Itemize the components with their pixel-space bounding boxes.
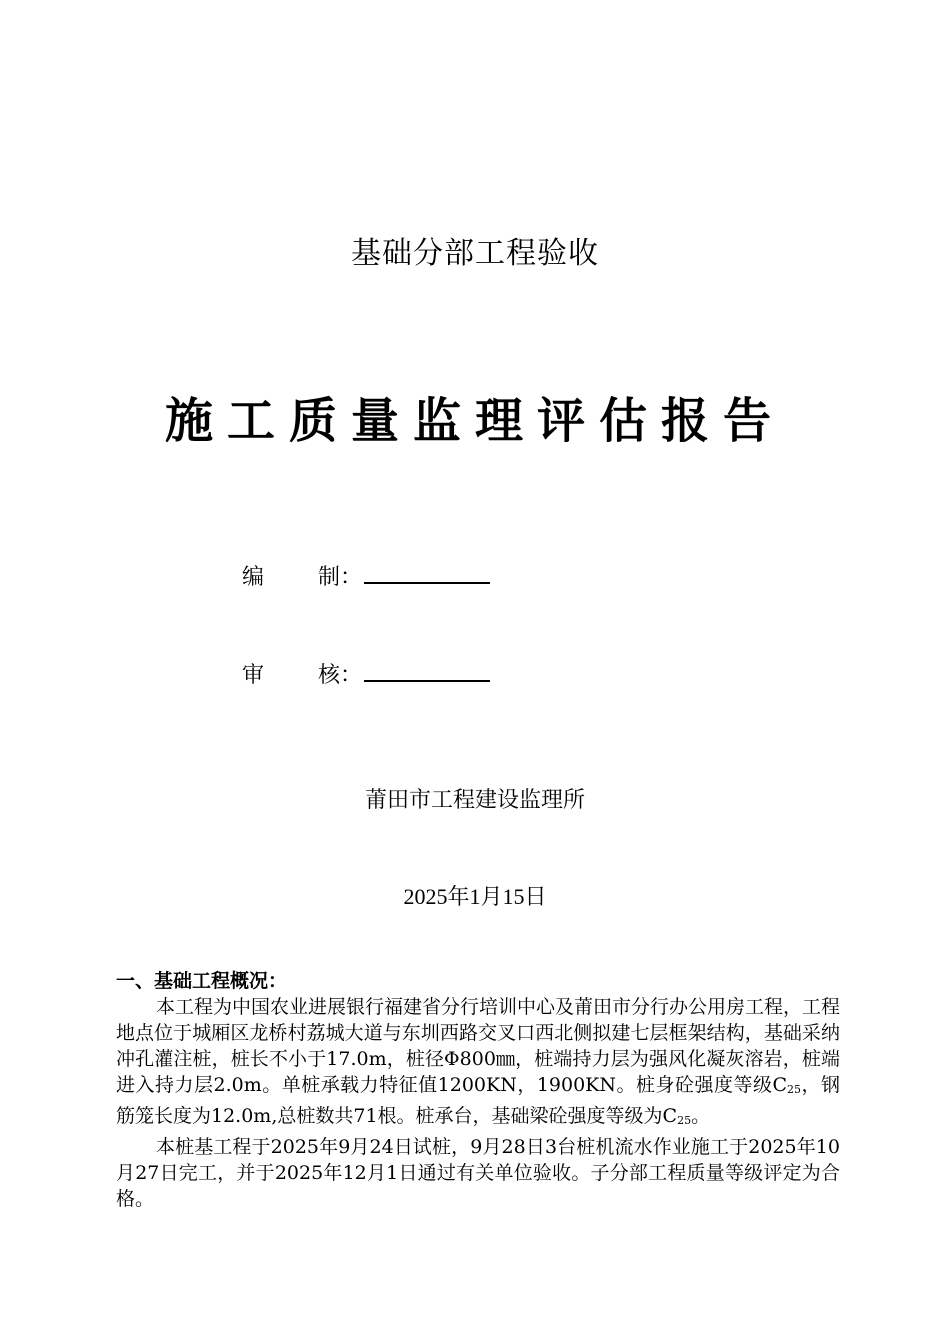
overview-paragraph-1: 本工程为中国农业进展银行福建省分行培训中心及莆田市分行办公用房工程，工程地点位于城厢区龙桥村荔城大道与东圳西路交叉口西北侧拟建七层框架结构，基础采纳冲孔灌注桩，桩长不小于17.0m，桩径Φ800㎜，桩端持力层为强风化凝灰溶岩，桩端进入持力层2.0m。单桩承载力特征值1200KN，1900KN。桩身砼强度等级$C_{25}$，钢筋笼长度为12.0m,总桩数共71根。桩承台，基础梁砼强度等级为$C_{25}$。 [116,996,841,1127]
review-label-1: 审 [242,663,265,688]
compiled-label-2: 制： [318,565,363,590]
overview-paragraph-2: 本桩基工程于2025年9月24日试桩，9月28日3台桩机流水作业施工于2025年10月27日完工，并于2025年12月1日通过有关单位验收。子分部工程质量等级评定为合格。 [116,1136,840,1210]
compiled-signature-line [364,562,490,584]
section-foundation-overview [116,968,840,1212]
report-subtitle: 基础分部工程验收 [351,236,599,271]
review-label-2: 核： [318,663,363,688]
report-title: 施工质量监理评估报告 [164,393,785,449]
reviewed-by-row [242,658,490,689]
report-date: 2025年1月15日 [403,884,547,909]
section-heading: 一、基础工程概况： [116,970,288,992]
compiled-by-row [242,560,490,591]
organization-name: 莆田市工程建设监理所 [364,788,585,813]
review-signature-line [364,660,490,682]
compiled-label-1: 编 [242,565,265,590]
